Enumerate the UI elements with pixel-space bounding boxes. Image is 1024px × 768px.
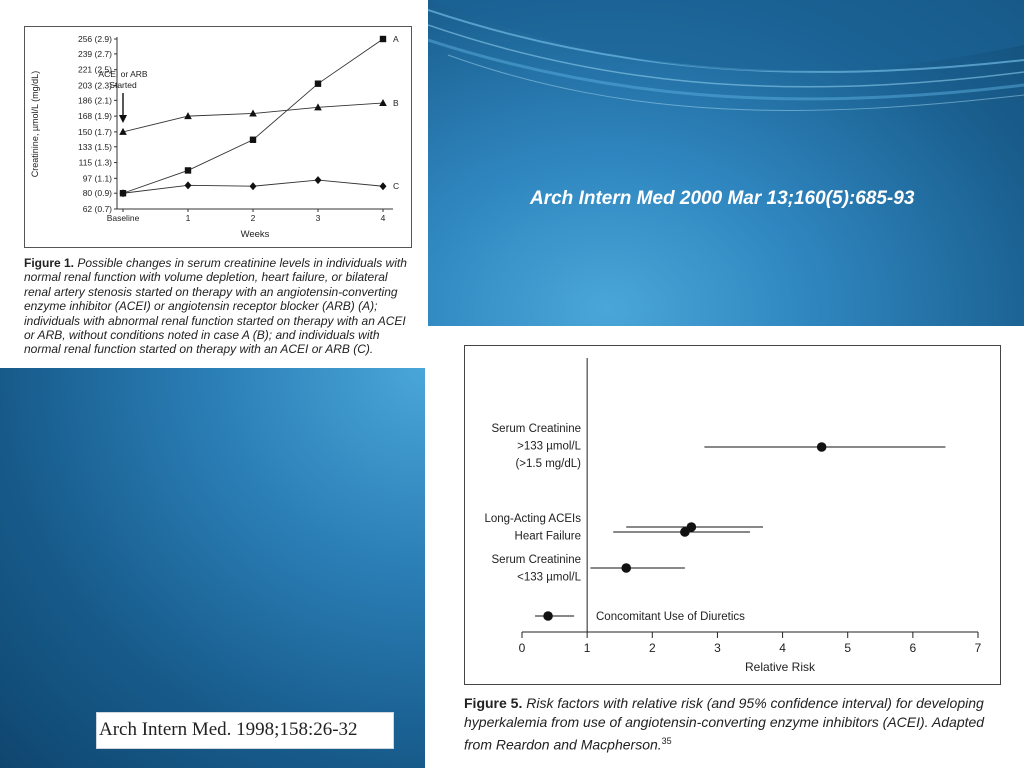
data-point-A [315,80,321,86]
figure1-chart-frame [24,26,412,248]
data-point-A [380,36,386,42]
x-tick-label: 2 [648,641,656,655]
x-tick-label: 4 [380,213,386,223]
citation-box [96,712,394,749]
relative-risk-point [621,563,631,573]
y-tick-label: 239 (2.7) [77,48,112,59]
figure1-line-chart [25,27,411,247]
row-label: <133 µmol/L [517,571,581,584]
y-tick-label: 150 (1.7) [77,126,112,137]
series-label-C: C [393,181,400,192]
relative-risk-point [543,611,553,621]
y-tick-label: 186 (2.1) [77,95,112,106]
x-tick-label: 1 [185,213,191,223]
x-tick-label: 0 [518,641,526,655]
data-point-C [250,182,257,190]
blue-background-top-right [428,0,1024,326]
row-label: Serum Creatinine [491,554,581,566]
wave-decoration [428,0,1024,326]
x-axis-label: Relative Risk [744,660,816,674]
y-tick-label: 133 (1.5) [77,141,112,152]
data-point-C [380,182,387,190]
row-label: Heart Failure [514,530,581,543]
citation-top-right: Arch Intern Med 2000 Mar 13;160(5):685-93 [530,188,915,209]
data-point-B [379,99,387,106]
data-point-A [185,167,191,173]
x-tick-label: 6 [909,641,917,655]
y-tick-label: 256 (2.9) [77,34,112,44]
annotation-line1: ACEI or ARB [98,69,148,79]
y-tick-label: 80 (0.9) [82,188,112,199]
series-line-B [123,103,383,132]
y-tick-label: 115 (1.3) [78,157,112,168]
figure1-label: Figure 1. [24,256,75,270]
row-label: >133 µmol/L [517,440,581,453]
y-tick-label: 221 (2.5) [77,64,112,75]
x-tick-label: Baseline [106,213,140,223]
data-point-C [315,176,322,184]
figure5-label: Figure 5. [464,695,523,711]
x-tick-label: 3 [315,213,321,223]
figure1-caption-text: Possible changes in serum creatinine levels in individuals with normal renal function with volume depletion, heart failure, or bilateral renal artery stenosis started on therapy with an angiotensin-converting enzyme inhibitor (ACEI) or angiotensin receptor blocker (ARB) (A); individuals with abnormal renal function started on therapy with an ACEI or ARB, without conditions noted in case A (B); and individuals with normal renal function started on therapy with an ACEI or ARB (C). [24,256,407,357]
row-label: (>1.5 mg/dL) [515,458,581,470]
figure5-chart-frame [464,345,1001,685]
row-label: Long-Acting ACEIs [484,513,581,525]
figure5-caption-ref: 35 [661,736,672,746]
annotation-line2: Started [109,80,137,90]
figure5-caption [464,694,994,755]
y-tick-label: 203 (2.3) [77,80,112,91]
y-axis-label: Creatinine, µmol/L (mg/dL) [30,70,40,178]
x-tick-label: 4 [779,641,786,655]
figure5-forest-plot [465,346,1000,684]
y-tick-label: 168 (1.9) [77,111,112,122]
blue-background-bottom-left [0,368,425,768]
x-tick-label: 7 [974,641,982,655]
data-point-C [185,181,192,189]
series-label-A: A [393,34,399,44]
annotation-arrow-head [119,115,127,123]
figure5-caption-text: Risk factors with relative risk (and 95% confidence interval) for developing hyperkalemia from use of angiotensin-converting enzyme inhibitors (ACEI). Adapted from Reardon and Macpherson. [464,695,985,753]
y-tick-label: 97 (1.1) [82,173,112,184]
x-axis-label: Weeks [240,229,270,240]
x-tick-label: 2 [250,213,256,223]
row-label: Concomitant Use of Diuretics [596,611,745,623]
x-tick-label: 5 [844,641,852,655]
relative-risk-point [680,527,690,537]
x-tick-label: 3 [714,641,721,655]
row-label: Serum Creatinine [491,423,581,435]
series-label-B: B [393,97,399,108]
citation-bottom-left: Arch Intern Med. 1998;158:26-32 [99,719,358,740]
relative-risk-point [817,442,827,452]
x-tick-label: 1 [583,641,591,655]
y-tick-label: 62 (0.7) [82,204,112,214]
figure1-caption [24,256,408,357]
data-point-A [250,137,256,143]
